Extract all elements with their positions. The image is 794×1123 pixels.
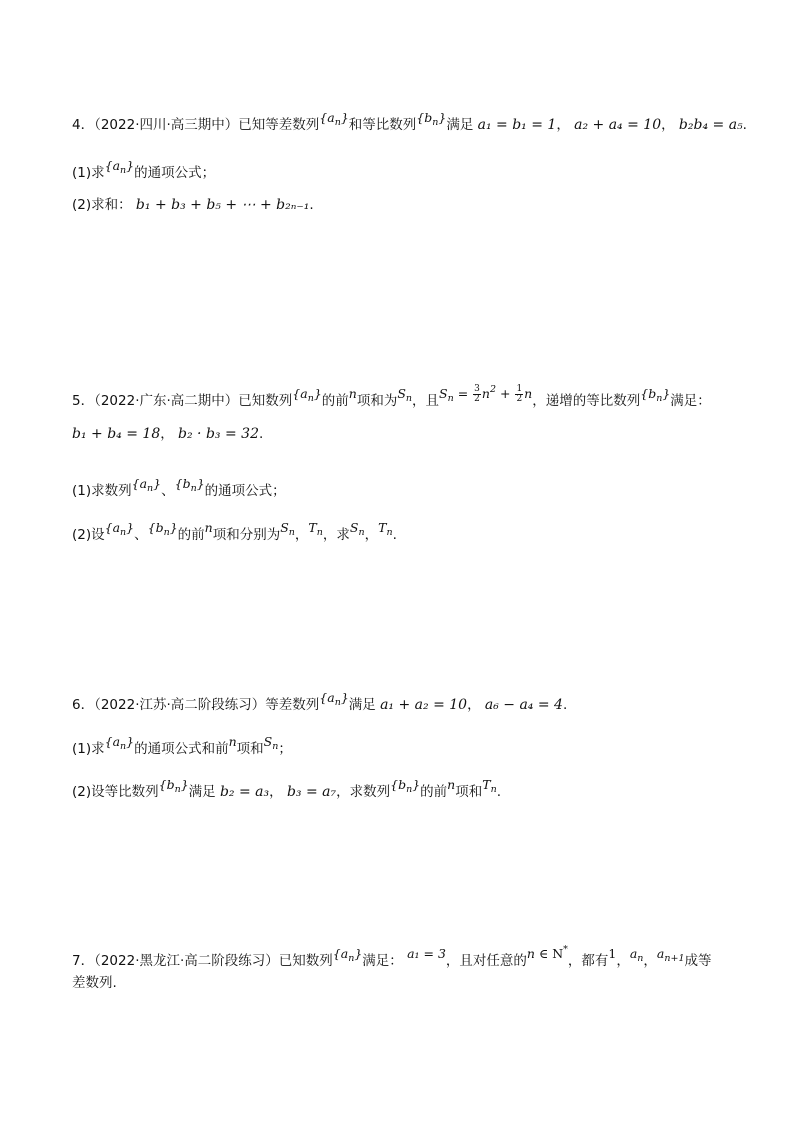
condition-math: b₁ + b₄ = 18 bbox=[72, 426, 161, 442]
problem-6-q1: (1)求$\{a_n\}$的通项公式和前n项和$S_n$； bbox=[72, 734, 292, 757]
problem-source: （2022·江苏·高二阶段练习） bbox=[94, 697, 266, 713]
problem-4-q1: (1)求$\{a_n\}$的通项公式； bbox=[72, 158, 216, 181]
problem-5-stem: 5．（2022·广东·高二期中）已知数列$\{a_n\}$的前n项和为$S_n$，且$S_n$ = $\frac{3}{2}$ $n^2$ + $\frac{1}{2}$ n，递增的等比数列$\{b_n\}$满足： bbox=[72, 384, 711, 409]
problem-source: （2022·四川·高三期中） bbox=[94, 117, 239, 133]
problem-number: 6 bbox=[72, 697, 81, 713]
condition-math: a₁ = 3 bbox=[407, 946, 446, 961]
condition-math: a₁ + a₂ = 10 bbox=[380, 697, 468, 713]
problem-6-stem: 6．（2022·江苏·高二阶段练习）等差数列$\{a_n\}$满足 a₁ + a₂ = 10， a₆ − a₄ = 4. bbox=[72, 690, 568, 713]
problem-source: （2022·广东·高二期中） bbox=[94, 393, 239, 409]
problem-number: 4 bbox=[72, 117, 81, 133]
condition-math: b₂ · b₃ = 32 bbox=[178, 426, 259, 442]
problem-6-q2: (2)设等比数列$\{b_n\}$满足 b₂ = a₃， b₃ = a₇，求数列$\{b_n\}$的前n项和$T_n$. bbox=[72, 777, 501, 800]
condition-math: b₂ = a₃ bbox=[219, 784, 270, 800]
problem-source: （2022·黑龙江·高二阶段练习） bbox=[94, 953, 279, 969]
condition-math: b₃ = a₇ bbox=[286, 784, 337, 800]
condition-math: a₁ = b₁ = 1 bbox=[477, 117, 557, 133]
problem-4-stem: 4．（2022·四川·高三期中）已知等差数列$\{a_n\}$和等比数列$\{b_n\}$满足 a₁ = b₁ = 1， a₂ + a₄ = 10， b₂b₄ = a₅. bbox=[72, 110, 747, 133]
condition-math: a₂ + a₄ = 10 bbox=[574, 117, 662, 133]
problem-5-q1: (1)求数列$\{a_n\}$、$\{b_n\}$的通项公式； bbox=[72, 476, 286, 499]
problem-number: 5 bbox=[72, 393, 81, 409]
problem-5-q2: (2)设$\{a_n\}$、$\{b_n\}$的前n项和分别为$S_n$，$T_n$，求$S_n$，$T_n$. bbox=[72, 520, 397, 543]
condition-math: b₂b₄ = a₅ bbox=[678, 117, 743, 133]
problem-5-conditions: b₁ + b₄ = 18， b₂ · b₃ = 32. bbox=[72, 426, 264, 442]
problem-7-stem-cont: 差数列. bbox=[72, 975, 117, 991]
problem-number: 7 bbox=[72, 953, 81, 969]
sum-expression: b₁ + b₃ + b₅ + ⋯ + b₂ₙ₋₁ bbox=[135, 197, 310, 213]
stem-text: 已知等差数列 bbox=[238, 117, 320, 133]
problem-4-q2: (2)求和： b₁ + b₃ + b₅ + ⋯ + b₂ₙ₋₁. bbox=[72, 197, 314, 213]
condition-math: a₆ − a₄ = 4 bbox=[484, 697, 563, 713]
problem-7-stem: 7．（2022·黑龙江·高二阶段练习）已知数列$\{a_n\}$满足： a₁ = 3，且对任意的n ∈ N*，都有1，$a_n$，$a_{n+1}$成等 bbox=[72, 944, 712, 969]
